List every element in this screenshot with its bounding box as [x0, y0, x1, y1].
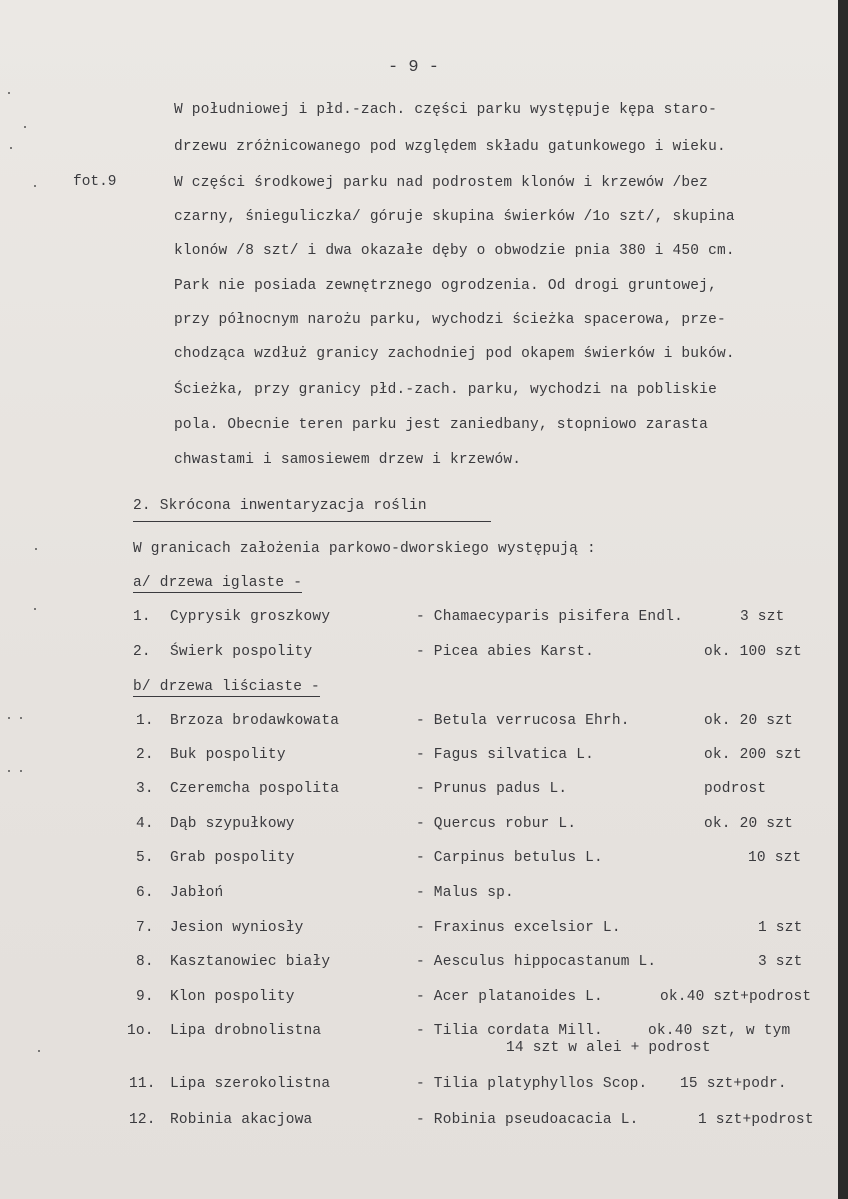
species-num: 1o. — [127, 1023, 154, 1039]
species-count: 3 szt — [740, 609, 785, 625]
scan-speck — [10, 147, 12, 149]
species-latin: - Quercus robur L. — [416, 816, 577, 832]
page-number: - 9 - — [388, 58, 440, 77]
species-count: ok. 200 szt — [704, 747, 802, 763]
scan-speck — [24, 126, 26, 128]
paragraph-line: W części środkowej parku nad podrostem klonów i krzewów /bez — [174, 175, 709, 191]
species-latin: - Fraxinus excelsior L. — [416, 920, 621, 936]
species-name: Klon pospolity — [170, 989, 295, 1005]
paragraph-line: Park nie posiada zewnętrznego ogrodzenia. Od drogi gruntowej, — [174, 278, 717, 294]
scan-speck — [34, 608, 36, 610]
species-name: Świerk pospolity — [170, 644, 313, 660]
paragraph-line: pola. Obecnie teren parku jest zaniedbany, stopniowo zarasta — [174, 417, 709, 433]
species-count: 3 szt — [758, 954, 803, 970]
scan-speck — [35, 548, 37, 550]
species-count: 15 szt+podr. — [680, 1076, 787, 1092]
species-num: 5. — [136, 850, 154, 866]
species-name: Brzoza brodawkowata — [170, 713, 340, 729]
species-latin: - Tilia cordata Mill. — [416, 1023, 603, 1039]
scan-speck — [20, 770, 22, 772]
deciduous-heading: b/ drzewa liściaste - — [133, 679, 320, 695]
species-count: ok.40 szt+podrost — [660, 989, 812, 1005]
species-num: 11. — [129, 1076, 156, 1092]
species-name: Jesion wyniosły — [170, 920, 304, 936]
species-latin: - Chamaecyparis pisifera Endl. — [416, 609, 684, 625]
scan-speck — [8, 770, 10, 772]
species-num: 3. — [136, 781, 154, 797]
species-name: Robinia akacjowa — [170, 1112, 313, 1128]
section-heading: 2. Skrócona inwentaryzacja roślin — [133, 498, 427, 514]
species-count: 10 szt — [748, 850, 802, 866]
species-num: 4. — [136, 816, 154, 832]
species-latin: - Prunus padus L. — [416, 781, 568, 797]
scan-speck — [8, 717, 10, 719]
species-count-continued: 14 szt w alei + podrost — [506, 1040, 711, 1056]
species-count: 1 szt+podrost — [698, 1112, 814, 1128]
species-latin: - Malus sp. — [416, 885, 514, 901]
species-name: Kasztanowiec biały — [170, 954, 331, 970]
paragraph-line: drzewu zróżnicowanego pod względem składu gatunkowego i wieku. — [174, 139, 726, 155]
species-latin: - Acer platanoides L. — [416, 989, 603, 1005]
scan-speck — [20, 717, 22, 719]
species-name: Czeremcha pospolita — [170, 781, 340, 797]
species-count: 1 szt — [758, 920, 803, 936]
species-latin: - Betula verrucosa Ehrh. — [416, 713, 630, 729]
species-count: ok. 20 szt — [704, 816, 794, 832]
scan-speck — [8, 92, 10, 94]
scan-speck — [38, 1050, 40, 1052]
paragraph-line: czarny, śnieguliczka/ góruje skupina świerków /1o szt/, skupina — [174, 209, 735, 225]
species-num: 9. — [136, 989, 154, 1005]
section-heading-underline — [133, 521, 491, 522]
species-name: Dąb szypułkowy — [170, 816, 295, 832]
species-name: Lipa szerokolistna — [170, 1076, 331, 1092]
species-num: 2. — [133, 644, 151, 660]
margin-note-photo: fot.9 — [73, 174, 117, 190]
paragraph-line: chodząca wzdłuż granicy zachodniej pod okapem świerków i buków. — [174, 346, 735, 362]
species-latin: - Picea abies Karst. — [416, 644, 595, 660]
scan-speck — [34, 185, 36, 187]
species-latin: - Aesculus hippocastanum L. — [416, 954, 657, 970]
species-latin: - Robinia pseudoacacia L. — [416, 1112, 639, 1128]
species-num: 12. — [129, 1112, 156, 1128]
conifers-heading: a/ drzewa iglaste - — [133, 575, 303, 591]
species-name: Buk pospolity — [170, 747, 286, 763]
species-num: 8. — [136, 954, 154, 970]
paragraph-line: klonów /8 szt/ i dwa okazałe dęby o obwodzie pnia 380 i 450 cm. — [174, 243, 735, 259]
species-name: Grab pospolity — [170, 850, 295, 866]
intro-line: W granicach założenia parkowo-dworskiego występują : — [133, 541, 596, 557]
species-latin: - Fagus silvatica L. — [416, 747, 595, 763]
paragraph-line: przy północnym narożu parku, wychodzi ścieżka spacerowa, prze- — [174, 312, 726, 328]
species-name: Jabłoń — [170, 885, 224, 901]
species-count: ok. 20 szt — [704, 713, 794, 729]
species-num: 6. — [136, 885, 154, 901]
species-num: 1. — [133, 609, 151, 625]
species-count: podrost — [704, 781, 767, 797]
species-num: 7. — [136, 920, 154, 936]
species-count: ok. 100 szt — [704, 644, 802, 660]
species-count: ok.40 szt, w tym — [648, 1023, 791, 1039]
species-name: Cyprysik groszkowy — [170, 609, 331, 625]
species-latin: - Carpinus betulus L. — [416, 850, 603, 866]
paragraph-line: Ścieżka, przy granicy płd.-zach. parku, wychodzi na pobliskie — [174, 382, 717, 398]
species-num: 1. — [136, 713, 154, 729]
paragraph-line: W południowej i płd.-zach. części parku występuje kępa staro- — [174, 102, 717, 118]
paragraph-line: chwastami i samosiewem drzew i krzewów. — [174, 452, 522, 468]
species-latin: - Tilia platyphyllos Scop. — [416, 1076, 648, 1092]
species-num: 2. — [136, 747, 154, 763]
species-name: Lipa drobnolistna — [170, 1023, 322, 1039]
